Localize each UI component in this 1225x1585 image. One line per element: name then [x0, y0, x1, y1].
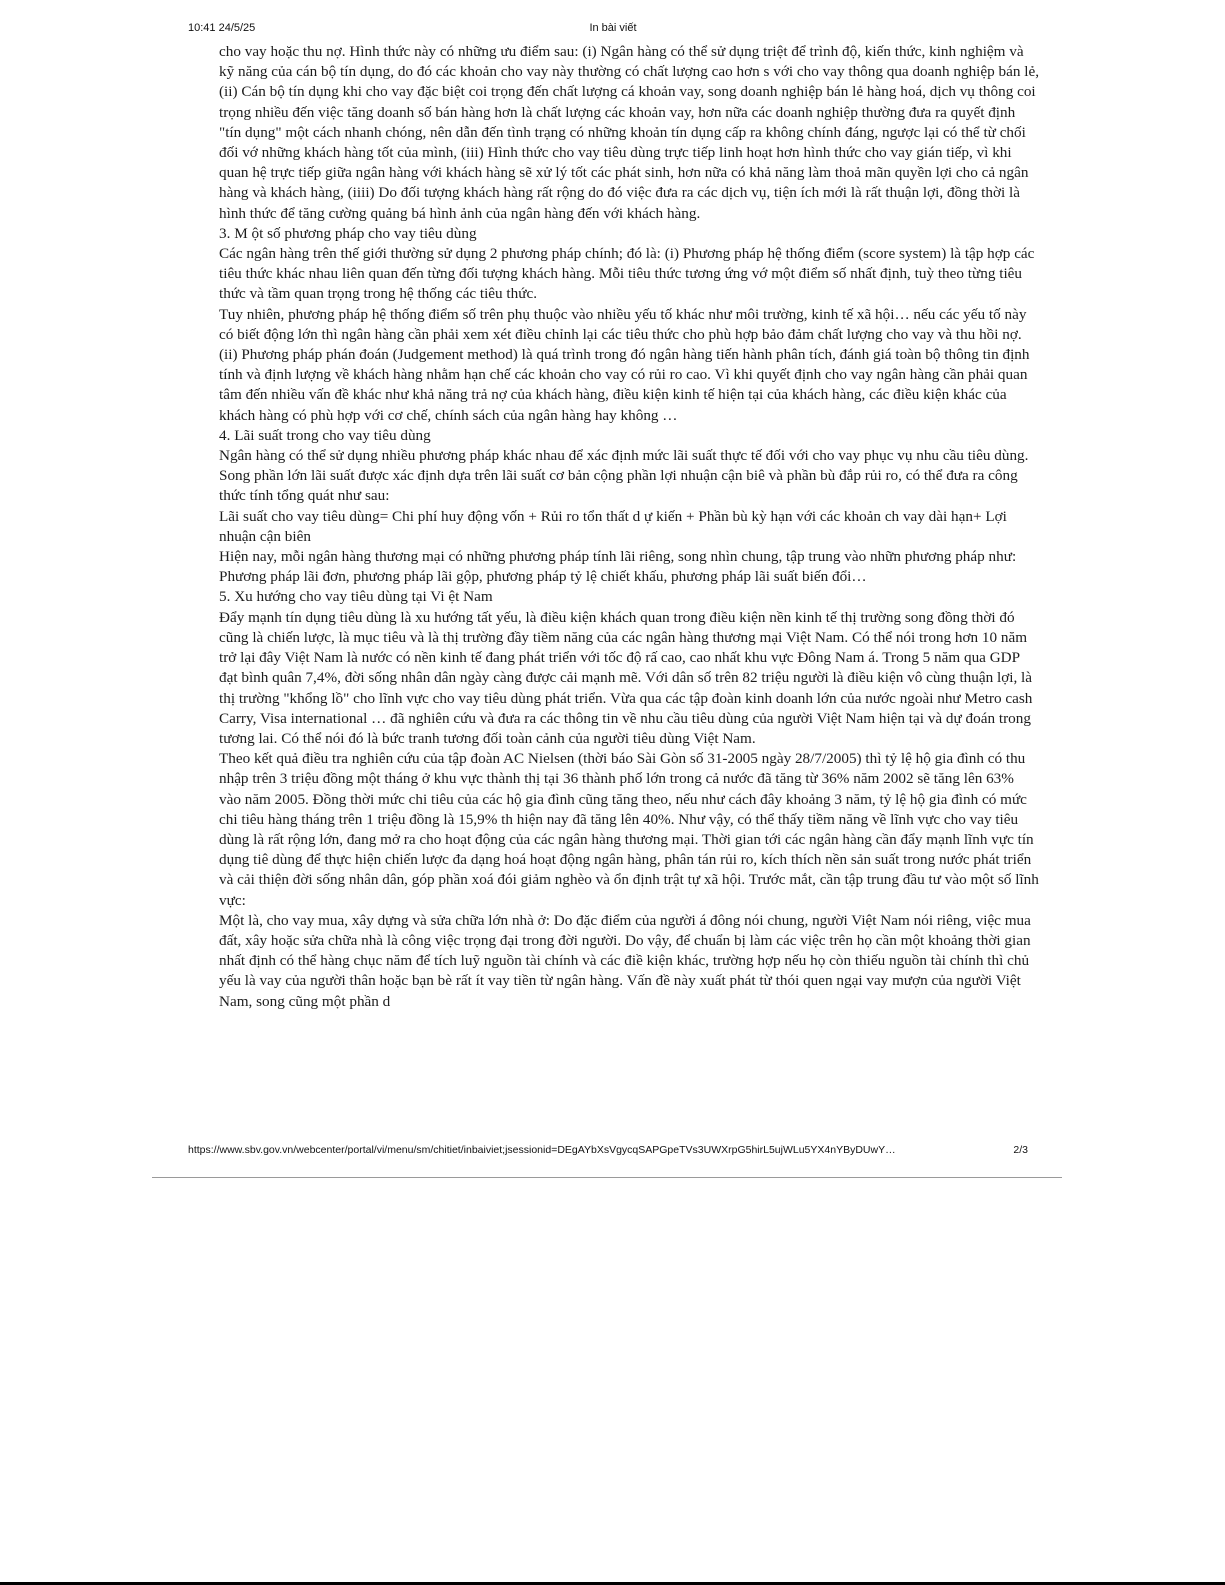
paragraph-nielsen-survey: Theo kết quả điều tra nghiên cứu của tập đoàn AC Nielsen (thời báo Sài Gòn số 31-2005 ngày 28/7/2005) thì tỷ lệ hộ gia đình có thu nhập trên 3 triệu đồng một tháng ở khu vực thành thị tại 36 thành phố lớn trong cả nước đã tăng từ 36% năm 2002 sẽ tăng lên 63% vào năm 2005. Đồng thời mức chi tiêu của các hộ gia đình cũng tăng theo, nếu như cách đây khoảng 3 năm, tỷ lệ hộ gia đình có mức chi tiêu hàng tháng trên 1 triệu đồng là 15,9% th hiện nay đã tăng lên 40%. Như vậy, có thể thấy tiềm năng về lĩnh vực cho vay tiêu dùng là rất rộng lớn, đang mở ra cho hoạt động của các ngân hàng thương mại. Thời gian tới các ngân hàng cần đẩy mạnh lĩnh vực tín dụng tiê dùng để thực hiện chiến lược đa dạng hoá hoạt động ngân hàng, phân tán rủi ro, kích thích nền sản suất trong nước phát triển và cải thiện đời sống nhân dân, góp phần xoá đói giảm nghèo và ổn định trật tự xã hội. Trước mắt, cần tập trung đầu tư vào một số lĩnh vực:	[219, 750, 1039, 909]
section-heading-methods: 3. M ột số phương pháp cho vay tiêu dùng	[219, 224, 477, 242]
print-datetime: 10:41 24/5/25	[188, 22, 256, 34]
page-number: 2/3	[1013, 1144, 1028, 1156]
section-heading-interest-rate: 4. Lãi suất trong cho vay tiêu dùng	[219, 426, 431, 444]
paragraph-interest-formula: Lãi suất cho vay tiêu dùng= Chi phí huy động vốn + Rủi ro tổn thất d ự kiến + Phần bù kỳ hạn với các khoản ch vay dài hạn+ Lợi nhuận cận biên	[219, 507, 1007, 545]
paragraph-housing-loans: Một là, cho vay mua, xây dựng và sửa chữa lớn nhà ở: Do đặc điểm của người á đông nói chung, người Việt Nam nói riêng, việc mua đất, xây hoặc sửa chữa nhà là công việc trọng đại trong đời người. Do vậy, để chuẩn bị làm các việc trên họ cần một khoảng thời gian nhất định có thể hàng chục năm để tích luỹ nguồn tài chính và các điề kiện khác, trường hợp nếu họ còn thiếu nguồn tài chính thì chủ yếu là vay của người thân hoặc bạn bè rất ít vay tiền từ ngân hàng. Vấn đề này xuất phát từ thói quen ngại vay mượn của người Việt Nam, song cũng một phần d	[219, 911, 1031, 1010]
page-divider	[152, 1177, 1062, 1178]
print-footer	[188, 1144, 1028, 1160]
paragraph-direct-lending-advantages: cho vay hoặc thu nợ. Hình thức này có những ưu điểm sau: (i) Ngân hàng có thể sử dụng triệt để trình độ, kiến thức, kinh nghiệm và kỹ năng của cán bộ tín dụng, do đó các khoản cho vay này thường có chất lượng cao hơn s với cho vay thông qua doanh nghiệp bán lẻ, (ii) Cán bộ tín dụng khi cho vay đặc biệt coi trọng đến chất lượng cá khoản vay, song doanh nghiệp bán lẻ hàng hoá, dịch vụ thông coi trọng nhiều đến việc tăng doanh số bán hàng hơn là chất lượng các khoản vay, hơn nữa các doanh nghiệp thường đưa ra quyết định "tín dụng" một cách nhanh chóng, nên dẫn đến tình trạng có những khoản tín dụng cấp ra không chính đáng, ngược lại có thể từ chối đối vớ những khách hàng tốt của mình, (iii) Hình thức cho vay tiêu dùng trực tiếp linh hoạt hơn hình thức cho vay gián tiếp, vì khi quan hệ trực tiếp giữa ngân hàng với khách hàng sẽ xử lý tốt các phát sinh, hơn nữa có khả năng làm thoả mãn quyền lợi cho cả ngân hàng và khách hàng, (iiii) Do đối tượng khách hàng rất rộng do đó việc đưa ra các dịch vụ, tiện ích mới là rất thuận lợi, đồng thời là hình thức để tăng cường quảng bá hình ảnh của ngân hàng đến với khách hàng.	[219, 43, 1039, 222]
paragraph-trends-overview: Đẩy mạnh tín dụng tiêu dùng là xu hướng tất yếu, là điều kiện khách quan trong điều kiện nền kinh tế thị trường song đồng thời đó cũng là chiến lược, là mục tiêu và là thị trường đầy tiềm năng của các ngân hàng thương mại Việt Nam. Có thể nói trong hơn 10 năm trở lại đây Việt Nam là nước có nền kinh tế đang phát triển với tốc độ rấ cao, cao nhất khu vực Đông Nam á. Trong 5 năm qua GDP đạt bình quân 7,4%, đời sống nhân dân ngày càng được cải mạnh mẽ. Với dân số trên 82 triệu người là điều kiện vô cùng thuận lợi, là thị trường "khổng lồ" cho lĩnh vực cho vay tiêu dùng phát triển. Vừa qua các tập đoàn kinh doanh lớn của nước ngoài như Metro cash Carry, Visa international … đã nghiên cứu và đưa ra các thông tin về nhu cầu tiêu dùng của người Việt Nam hiện tại và dự đoán trong tương lai. Có thể nói đó là bức tranh tương đối toàn cảnh của người tiêu dùng Việt Nam.	[219, 608, 1033, 747]
paragraph-judgement-method: Tuy nhiên, phương pháp hệ thống điểm số trên phụ thuộc vào nhiều yếu tố khác như môi trường, kinh tế xã hội… nếu các yếu tố này có biết động lớn thì ngân hàng cần phải xem xét điều chỉnh lại các tiêu thức cho phù hợp bảo đảm chất lượng cho vay và thu hồi nợ.(ii) Phương pháp phán đoán (Judgement method) là quá trình trong đó ngân hàng tiến hành phân tích, đánh giá toàn bộ thông tin định tính và định lượng về khách hàng nhằm hạn chế các khoản cho vay có rủi ro cao. Vì khi quyết định cho vay ngân hàng cần phải quan tâm đến nhiều vấn đề khác như khả năng trả nợ của khách hàng, điều kiện kinh tế hiện tại của khách hàng, các điều kiện khác của khách hàng có phù hợp với cơ chế, chính sách của ngân hàng hay không …	[219, 305, 1030, 424]
paragraph-interest-methods: Hiện nay, mỗi ngân hàng thương mại có những phương pháp tính lãi riêng, song nhìn chung, tập trung vào nhữn phương pháp như: Phương pháp lãi đơn, phương pháp lãi gộp, phương pháp tỷ lệ chiết khấu, phương pháp lãi suất biến đổi…	[219, 548, 1017, 586]
print-page-title: In bài viết	[589, 22, 637, 34]
page-url: https://www.sbv.gov.vn/webcenter/portal/vi/menu/sm/chitiet/inbaiviet;jsessionid=DEgAYbXsVgycqSAPGpeTVs3UWXrpG5hirL5ujWLu5YX4nYByDUwY…	[188, 1144, 896, 1156]
paragraph-score-system: Các ngân hàng trên thế giới thường sử dụng 2 phương pháp chính; đó là: (i) Phương pháp hệ thống điểm (score system) là tập hợp các tiêu thức khác nhau liên quan đến từng đối tượng khách hàng. Mỗi tiêu thức tương ứng vớ một điểm số nhất định, tuỳ theo từng tiêu thức và tầm quan trọng trong hệ thống các tiêu thức.	[219, 245, 1035, 303]
print-header	[188, 22, 1038, 38]
article-body	[219, 42, 1039, 1012]
paragraph-interest-rate-intro: Ngân hàng có thể sử dụng nhiều phương pháp khác nhau để xác định mức lãi suất thực tế đối với cho vay phục vụ nhu cầu tiêu dùng. Song phần lớn lãi suất được xác định dựa trên lãi suất cơ bản cộng phần lợi nhuận cận biê và phần bù đắp rủi ro, có thể đưa ra công thức tính tổng quát như sau:	[219, 447, 1029, 505]
section-heading-trends: 5. Xu hướng cho vay tiêu dùng tại Vi ệt Nam	[219, 588, 493, 606]
